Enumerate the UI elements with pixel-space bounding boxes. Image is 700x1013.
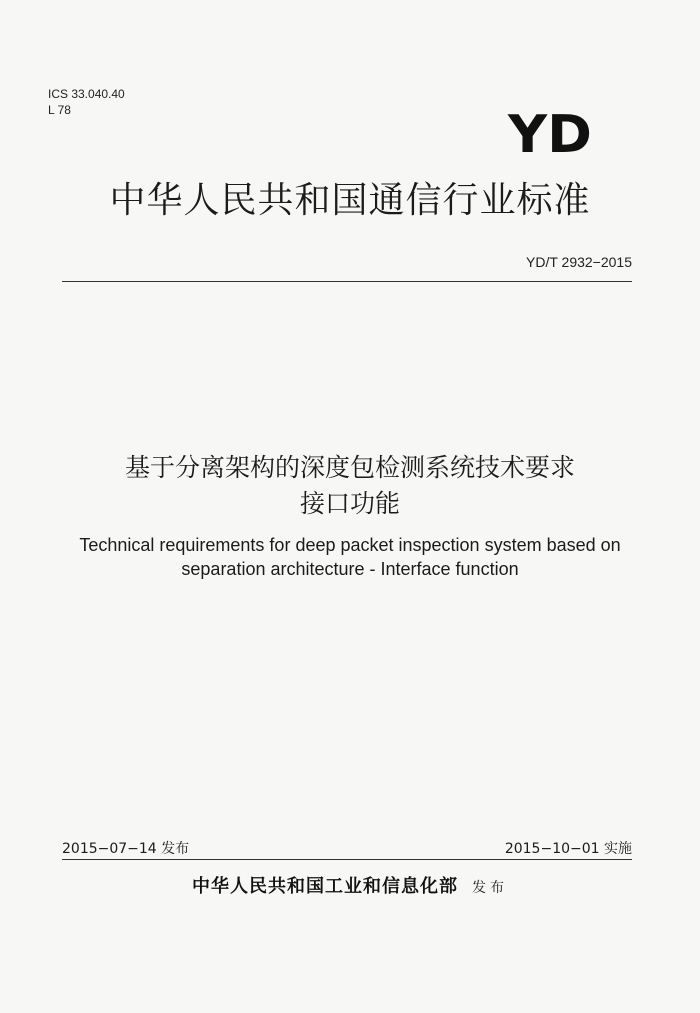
ics-code: ICS 33.040.40 xyxy=(48,87,125,101)
yd-logo-text: YD xyxy=(506,108,592,156)
standard-number: YD/T 2932−2015 xyxy=(526,254,632,270)
implementation-date: 2015−10−01 实施 xyxy=(504,841,632,857)
yd-logo xyxy=(506,108,594,156)
standard-category-title: 中华人民共和国通信行业标准 xyxy=(109,180,591,221)
title-chinese-line-2: 接口功能 xyxy=(299,489,400,518)
ccs-code: L 78 xyxy=(48,103,71,117)
title-chinese-line-1: 基于分离架构的深度包检测系统技术要求 xyxy=(124,453,575,482)
publisher-action: 发布 xyxy=(472,880,508,896)
issue-date: 2015−07−14 发布 xyxy=(62,841,190,857)
classification-codes xyxy=(48,86,125,118)
publisher-line xyxy=(40,872,660,898)
header-divider xyxy=(62,281,632,282)
title-english-line-2: separation architecture - Interface function xyxy=(181,559,519,579)
footer-divider xyxy=(62,859,632,860)
publisher-organization: 中华人民共和国工业和信息化部 xyxy=(192,876,458,897)
title-english-line-1: Technical requirements for deep packet inspection system based on xyxy=(79,535,621,555)
